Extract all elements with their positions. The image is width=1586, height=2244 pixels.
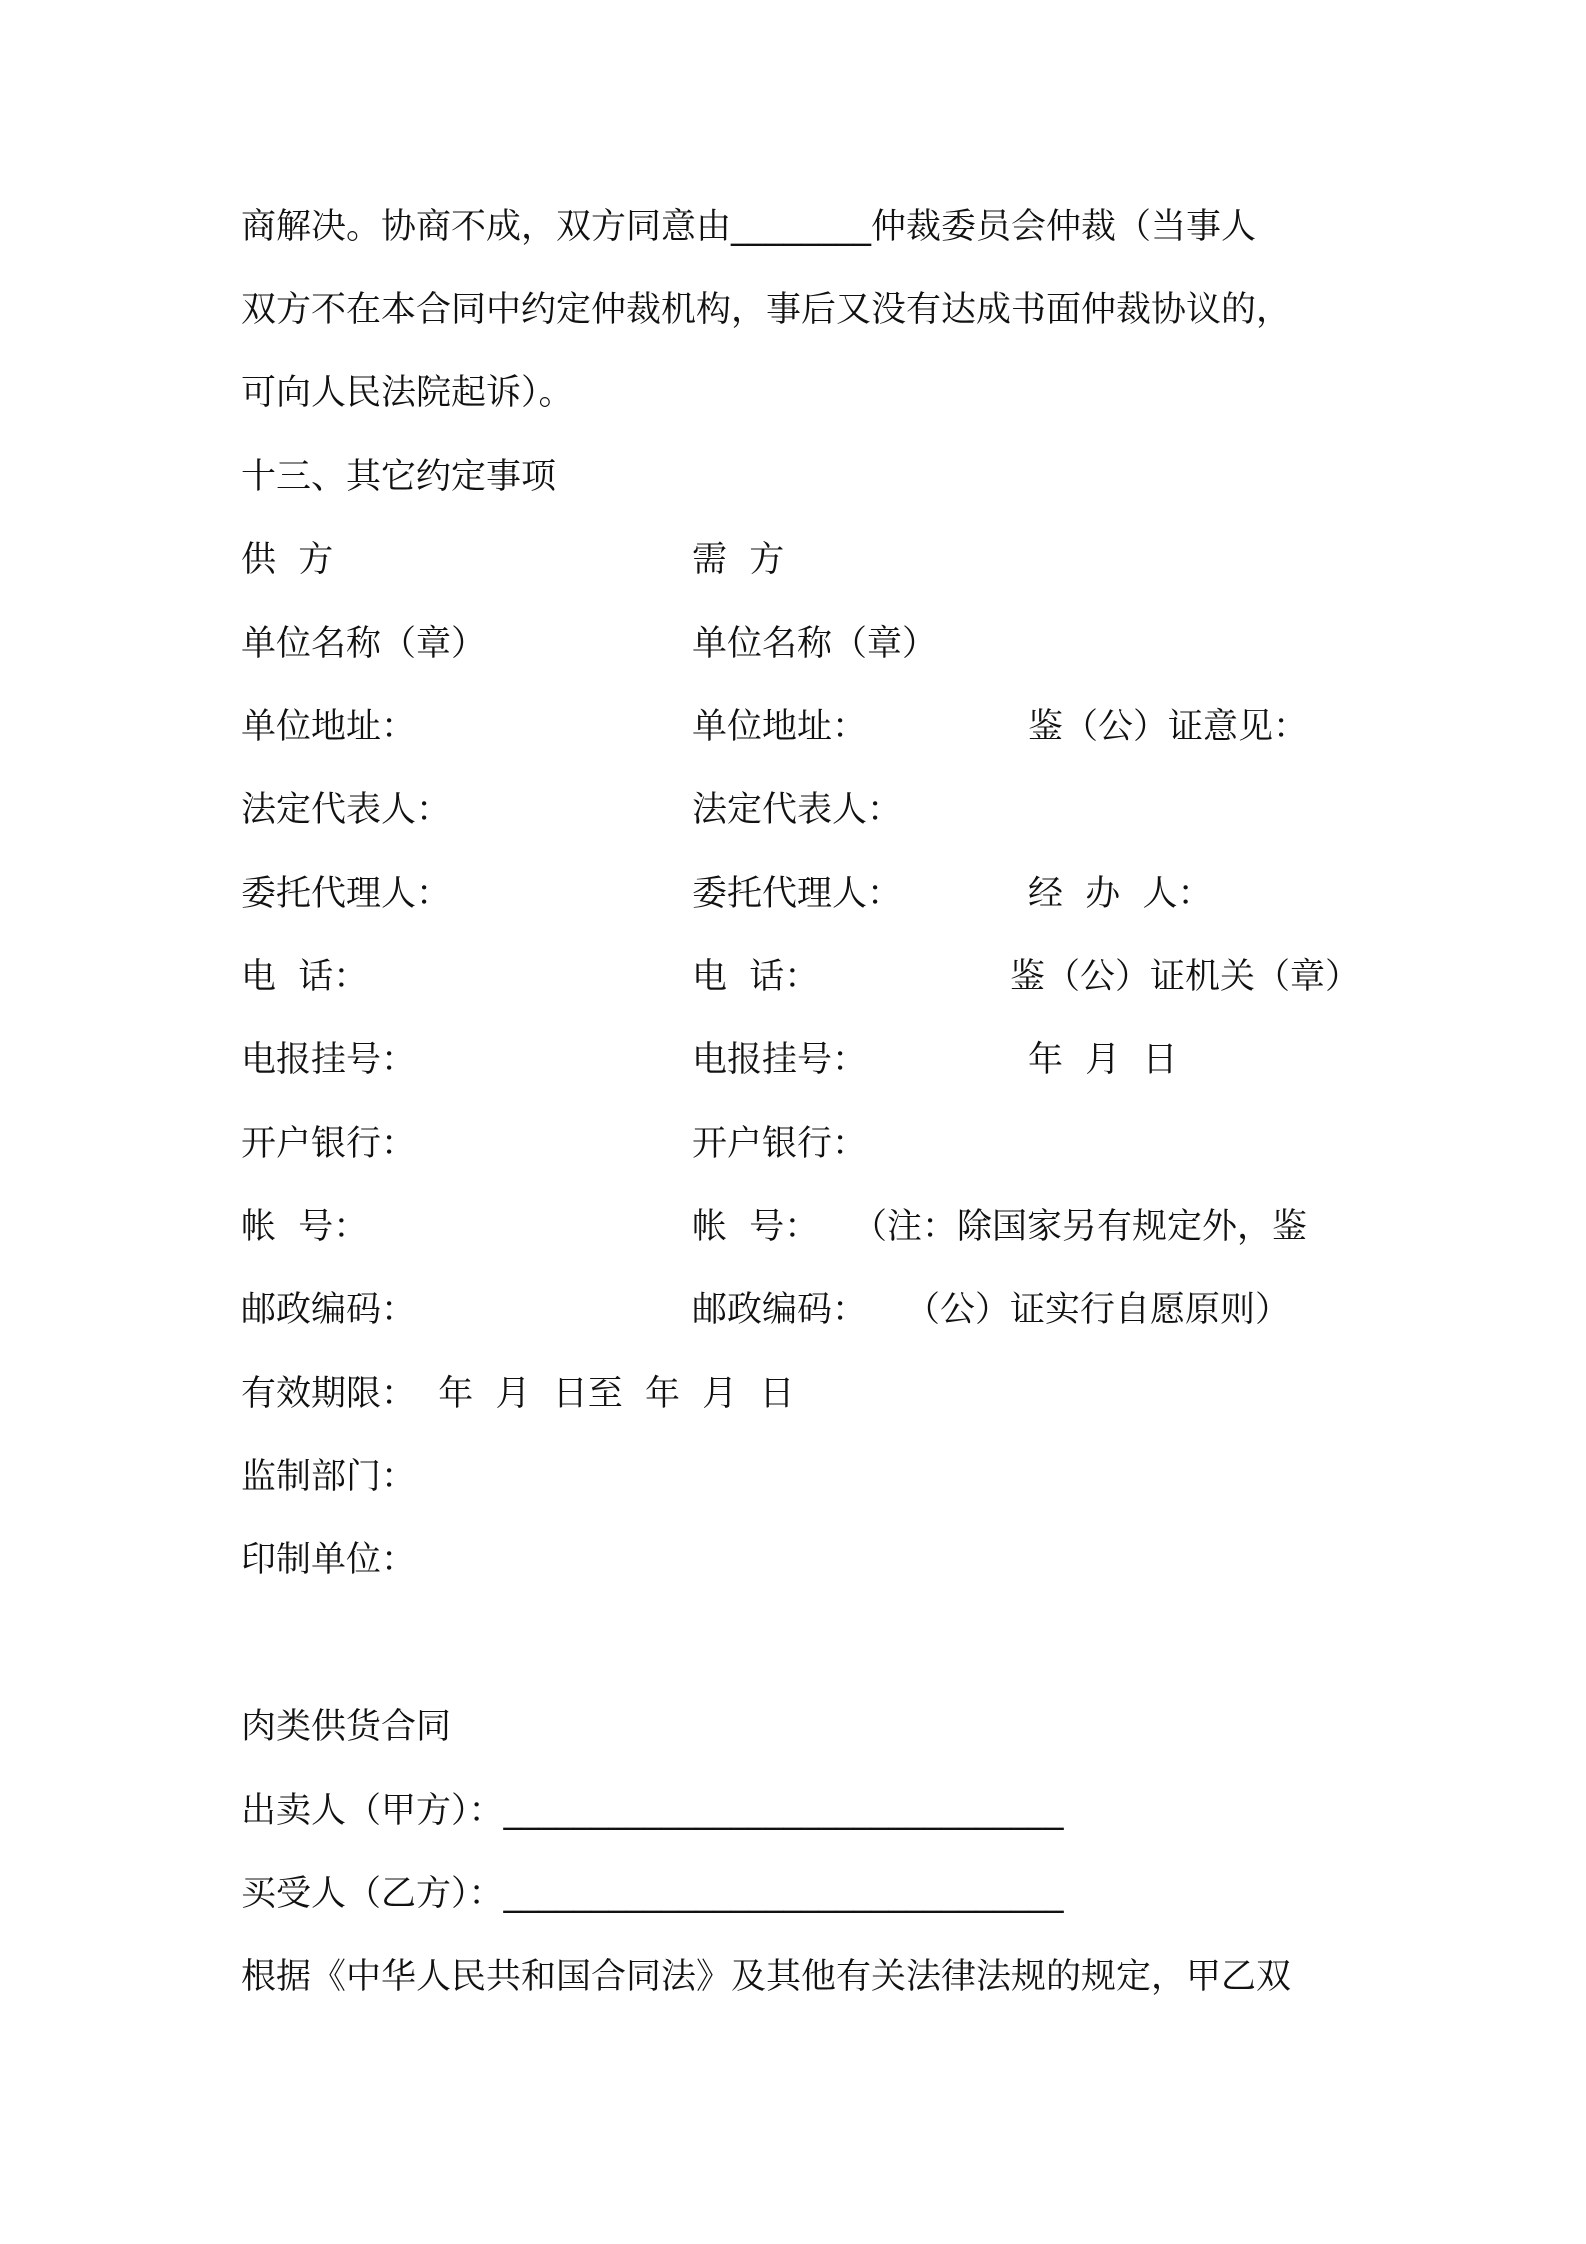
intro-paragraph: 根据《中华人民共和国合同法》及其他有关法律法规的规定，甲乙双: [241, 1957, 1292, 1997]
buyer-address: 单位地址：: [692, 707, 868, 747]
buyer-postal-code: 邮政编码：: [692, 1290, 868, 1330]
supplier-address: 单位地址：: [241, 707, 417, 747]
buyer-account: 帐 号：: [692, 1207, 820, 1247]
buyer-legal-rep: 法定代表人：: [692, 790, 903, 830]
supplier-unit-name: 单位名称（章）: [241, 624, 487, 664]
notary-note-line-2: （公）证实行自愿原则）: [905, 1290, 1291, 1330]
buyer-unit-name: 单位名称（章）: [692, 624, 938, 664]
supplier-account: 帐 号：: [241, 1207, 369, 1247]
notary-opinion: 鉴（公）证意见：: [1028, 707, 1309, 747]
seller-party: 出卖人（甲方）：________________________________: [241, 1791, 1064, 1831]
notary-note-line-1: （注：除国家另有规定外，鉴: [852, 1207, 1308, 1247]
buyer-telegraph: 电报挂号：: [692, 1040, 868, 1080]
supplier-phone: 电 话：: [241, 957, 369, 997]
supplier-legal-rep: 法定代表人：: [241, 790, 452, 830]
notary-authority: 鉴（公）证机关（章）: [1010, 957, 1361, 997]
notary-date: 年 月 日: [1028, 1040, 1178, 1080]
supervising-department: 监制部门：: [241, 1457, 417, 1497]
notary-handler: 经 办 人：: [1028, 874, 1213, 914]
supplier-telegraph: 电报挂号：: [241, 1040, 417, 1080]
validity-period: 有效期限： 年 月 日至 年 月 日: [241, 1374, 795, 1414]
buyer-bank: 开户银行：: [692, 1124, 868, 1164]
printing-unit: 印制单位：: [241, 1540, 417, 1580]
buyer-phone: 电 话：: [692, 957, 820, 997]
contract-title: 肉类供货合同: [241, 1707, 452, 1747]
buyer-party: 买受人（乙方）：________________________________: [241, 1874, 1064, 1914]
supplier-agent: 委托代理人：: [241, 874, 452, 914]
supplier-bank: 开户银行：: [241, 1124, 417, 1164]
paragraph-line-2: 双方不在本合同中约定仲裁机构，事后又没有达成书面仲裁协议的，: [241, 290, 1292, 330]
supplier-title: 供 方: [241, 540, 334, 580]
buyer-title: 需 方: [692, 540, 785, 580]
paragraph-line-3: 可向人民法院起诉）。: [241, 373, 574, 413]
supplier-postal-code: 邮政编码：: [241, 1290, 417, 1330]
section-heading: 十三、其它约定事项: [241, 457, 557, 497]
buyer-agent: 委托代理人：: [692, 874, 903, 914]
paragraph-line-1: 商解决。协商不成，双方同意由________仲裁委员会仲裁（当事人: [241, 207, 1257, 247]
